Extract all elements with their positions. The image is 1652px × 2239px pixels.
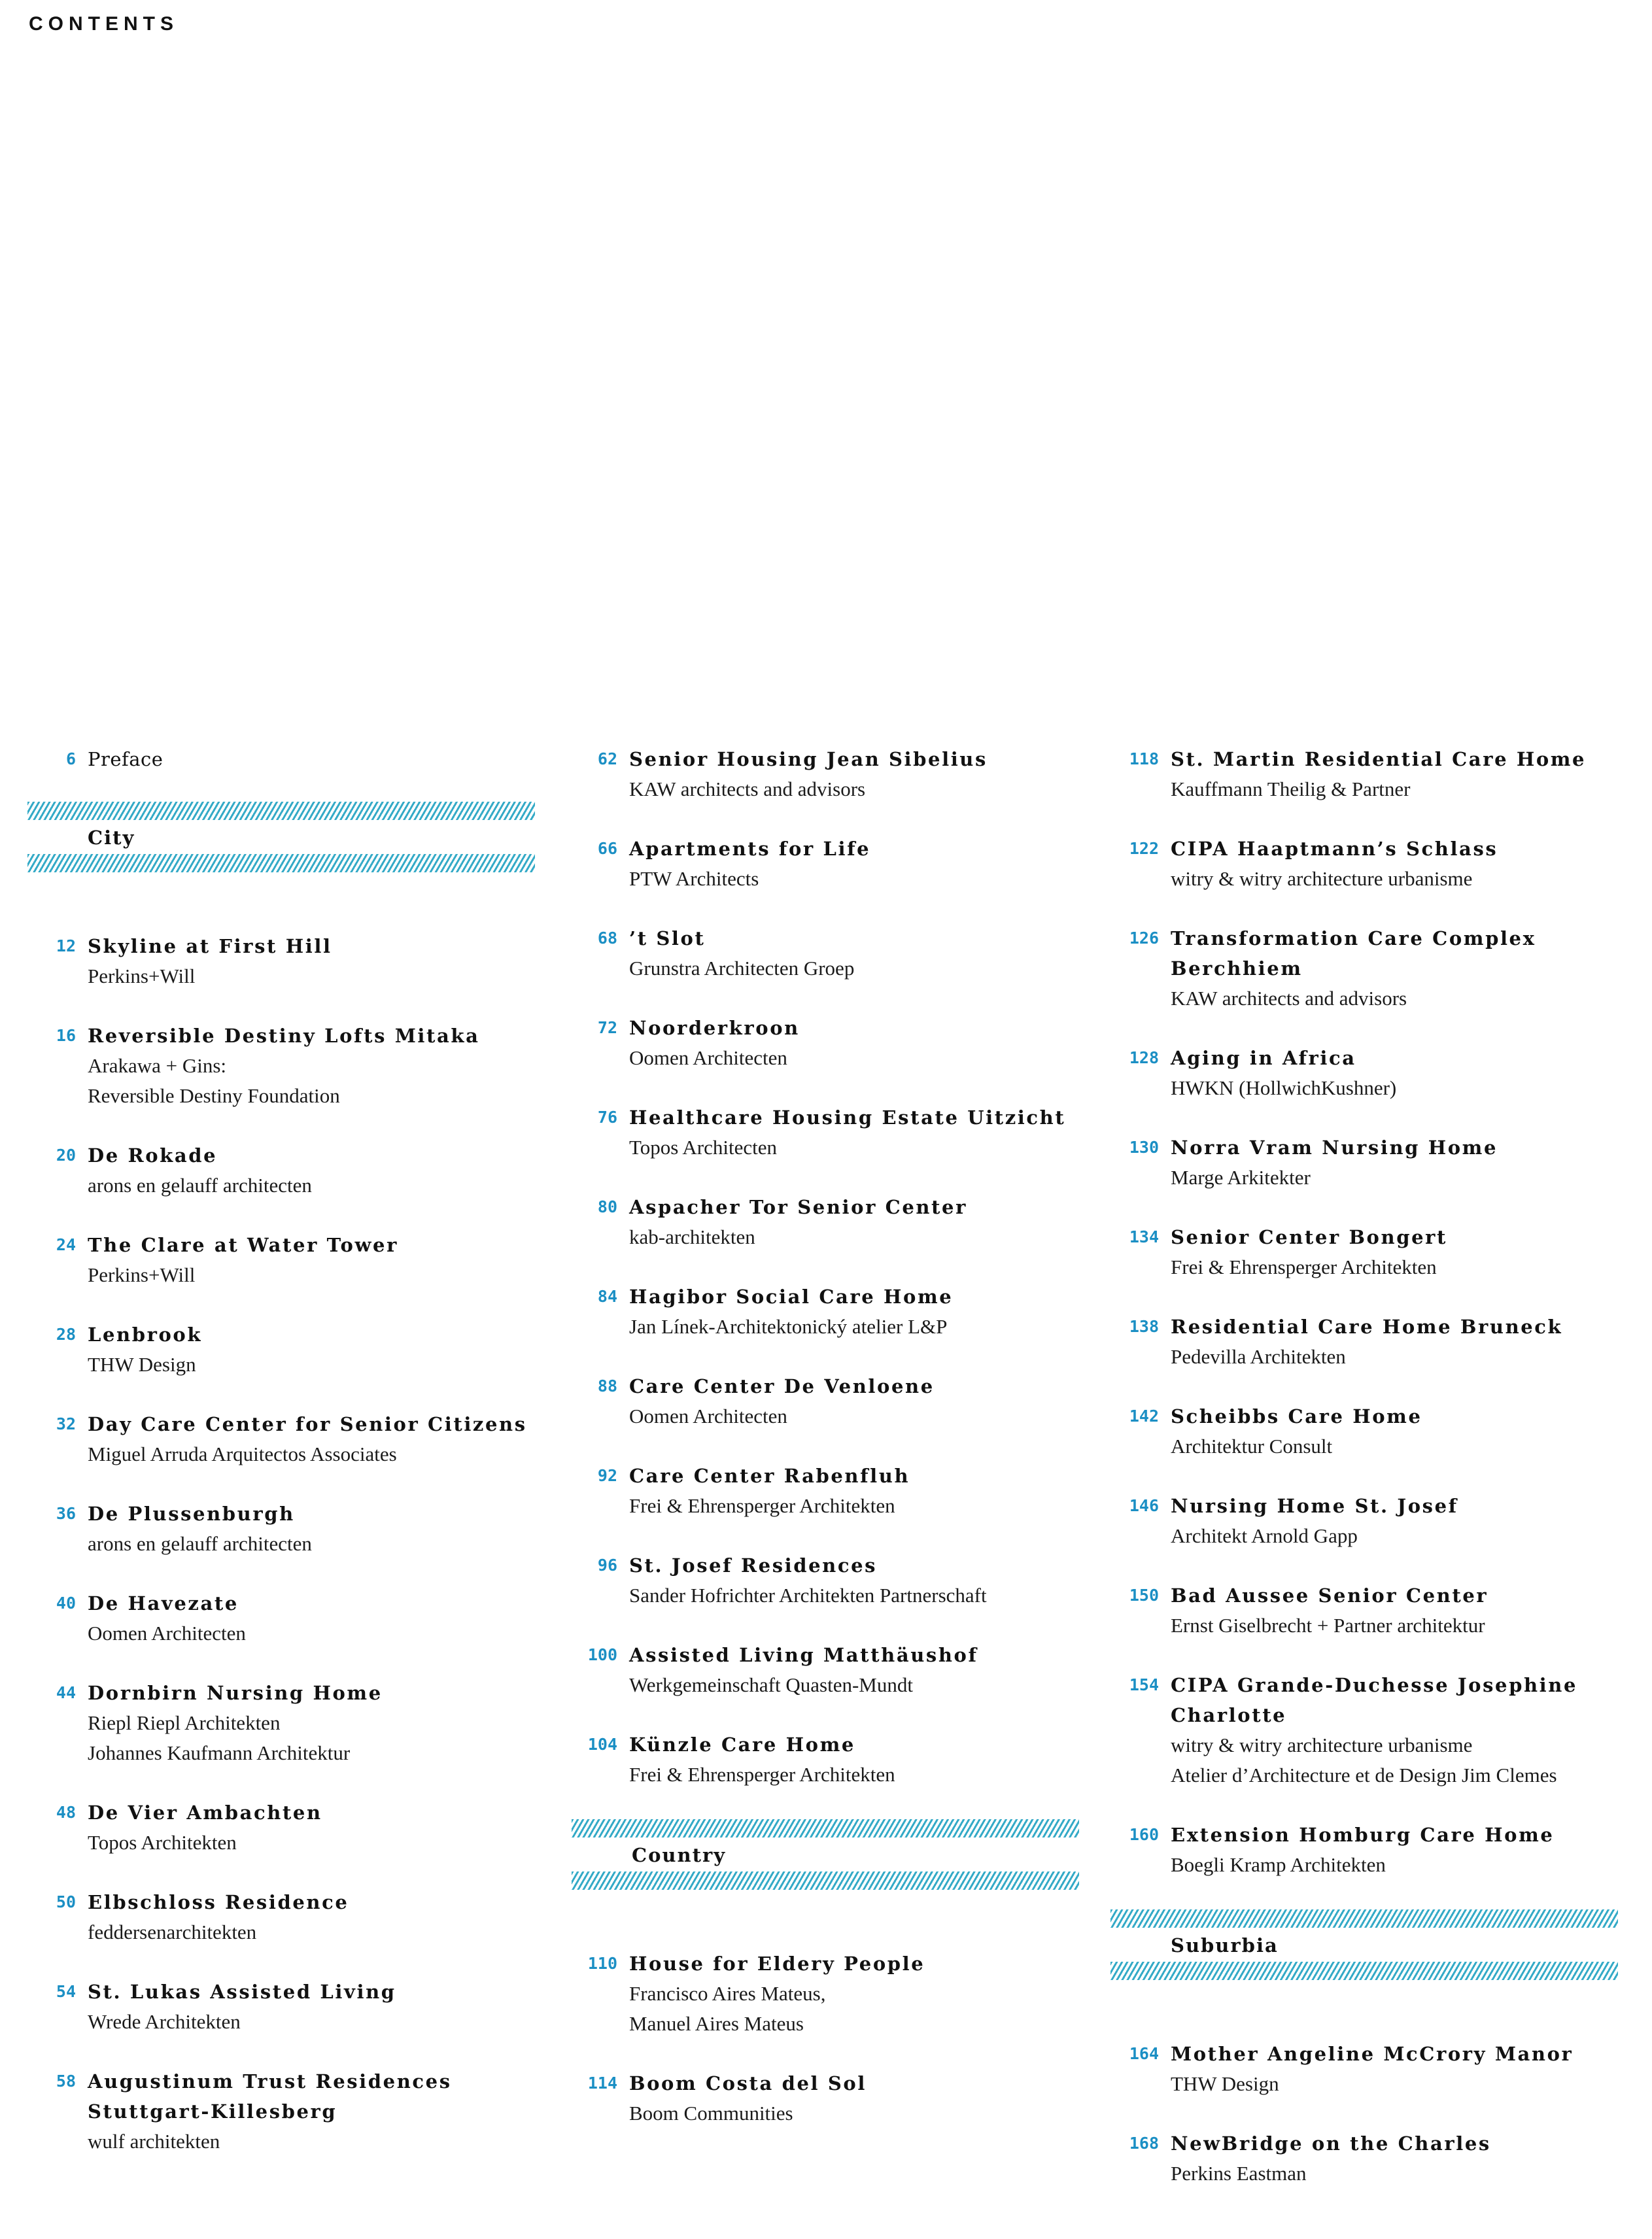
entry-body — [88, 1230, 539, 1290]
toc-entry-elbschloss-residence[interactable] — [29, 1887, 539, 1947]
toc-entry-norra-vram-nursing-home[interactable] — [1112, 1133, 1635, 1193]
toc-entry-lenbrook[interactable] — [29, 1320, 539, 1380]
entry-body — [629, 1730, 1090, 1790]
page-number: 154 — [1129, 1675, 1159, 1694]
entry-architect: Architekt Arnold Gapp — [1171, 1524, 1358, 1547]
page-number: 20 — [56, 1146, 76, 1165]
section-header-city — [27, 802, 535, 872]
entry-body — [1171, 2128, 1635, 2189]
entry-title[interactable]: Residential Care Home Bruneck — [1171, 1316, 1563, 1338]
entry-title[interactable]: House for Eldery People — [629, 1953, 925, 1975]
page-number: 122 — [1129, 839, 1159, 858]
toc-entry-skyline-at-first-hill[interactable] — [29, 931, 539, 991]
entry-body — [88, 1678, 539, 1768]
entry-body — [1171, 2039, 1635, 2099]
entry-architect: Perkins+Will — [88, 965, 196, 987]
entry-title[interactable]: St. Lukas Assisted Living — [88, 1981, 396, 2003]
page-number: 84 — [597, 1287, 617, 1306]
page-number: 114 — [587, 2074, 617, 2093]
page-number: 130 — [1129, 1138, 1159, 1157]
entry-architect: Frei & Ehrensperger Architekten — [1171, 1256, 1437, 1278]
toc-column-1 — [29, 744, 539, 2186]
entry-architect: Marge Arkitekter — [1171, 1166, 1311, 1189]
section-header-suburbia — [1110, 1909, 1618, 1980]
entry-body — [629, 1192, 1090, 1252]
entry-body — [629, 1371, 1090, 1431]
page-number: 12 — [56, 936, 76, 955]
entry-title[interactable]: Extension Homburg Care Home — [1171, 1824, 1555, 1846]
entry-title[interactable]: Skyline at First Hill — [88, 935, 332, 957]
entry-architect: Frei & Ehrensperger Architekten — [629, 1763, 895, 1786]
entry-architect: Boom Communities — [629, 2102, 793, 2125]
page-number: 62 — [597, 749, 617, 768]
entry-title[interactable]: St. Martin Residential Care Home — [1171, 748, 1587, 770]
entry-title[interactable]: ’t Slot — [629, 927, 706, 949]
page-number: 92 — [597, 1466, 617, 1485]
entry-body — [1171, 744, 1635, 804]
entry-architect: witry & witry architecture urbanisme — [1171, 1734, 1473, 1756]
entry-body — [629, 1013, 1090, 1073]
page-number: 80 — [597, 1197, 617, 1216]
page-number: 160 — [1129, 1825, 1159, 1844]
entry-architect: Oomen Architecten — [629, 1046, 787, 1069]
page-number: 128 — [1129, 1048, 1159, 1067]
entry-title[interactable]: Nursing Home St. Josef — [1171, 1495, 1458, 1517]
entry-body — [629, 1640, 1090, 1700]
entry-architect: Atelier d’Architecture et de Design Jim Clemes — [1171, 1764, 1557, 1786]
toc-entry-nursing-home-st-josef[interactable] — [1112, 1491, 1635, 1551]
page-number: 6 — [65, 749, 76, 768]
toc-entry-preface[interactable] — [29, 744, 539, 774]
entry-body — [88, 744, 539, 774]
toc-entry-de-havezate[interactable] — [29, 1588, 539, 1649]
toc-entry-aging-in-africa[interactable] — [1112, 1043, 1635, 1103]
entry-title[interactable]: CIPA Grande-Duchesse Josephine — [1171, 1674, 1578, 1696]
entry-architect: Ernst Giselbrecht + Partner architektur — [1171, 1614, 1485, 1637]
toc-entry-kunzle-care-home[interactable] — [573, 1730, 1090, 1790]
entry-title[interactable]: Apartments for Life — [629, 838, 871, 860]
page-number: 150 — [1129, 1586, 1159, 1605]
entry-architect: Architektur Consult — [1171, 1435, 1333, 1458]
entry-title[interactable]: CIPA Haaptmann’s Schlass — [1171, 838, 1498, 860]
toc-entry-bad-aussee-senior-center[interactable] — [1112, 1581, 1635, 1641]
entry-title[interactable]: Noorderkroon — [629, 1017, 800, 1039]
toc-entry-care-center-rabenfluh[interactable] — [573, 1461, 1090, 1521]
entry-body — [1171, 1222, 1635, 1282]
toc-entry-st-josef-residences[interactable] — [573, 1550, 1090, 1611]
entry-architect: arons en gelauff architecten — [88, 1532, 312, 1555]
entry-body — [629, 834, 1090, 894]
page-number: 16 — [56, 1026, 76, 1045]
page-number: 100 — [587, 1645, 617, 1664]
entry-title[interactable]: Elbschloss Residence — [88, 1891, 349, 1913]
entry-body — [88, 1588, 539, 1649]
section-label: City — [88, 827, 135, 849]
entry-title[interactable]: De Havezate — [88, 1592, 239, 1615]
entry-architect: Sander Hofrichter Architekten Partnerschaft — [629, 1584, 987, 1607]
entry-title[interactable]: Aspacher Tor Senior Center — [629, 1196, 967, 1218]
entry-title-continued[interactable]: Berchhiem — [1171, 957, 1303, 980]
entry-title[interactable]: De Plussenburgh — [88, 1503, 295, 1525]
toc-entry-the-clare-at-water-tower[interactable] — [29, 1230, 539, 1290]
page-number: 138 — [1129, 1317, 1159, 1336]
entry-title[interactable]: Scheibbs Care Home — [1171, 1405, 1422, 1427]
entry-architect: Jan Línek-Architektonický atelier L&P — [629, 1315, 948, 1338]
page-number: 54 — [56, 1982, 76, 2001]
entry-architect: Miguel Arruda Arquitectos Associates — [88, 1443, 397, 1465]
entry-title[interactable]: Preface — [88, 748, 163, 770]
entry-title[interactable]: Hagibor Social Care Home — [629, 1286, 954, 1308]
entry-architect: Manuel Aires Mateus — [629, 2012, 804, 2035]
entry-title[interactable]: Bad Aussee Senior Center — [1171, 1584, 1489, 1607]
entry-architect: Perkins+Will — [88, 1263, 196, 1286]
toc-entry-scheibbs-care-home[interactable] — [1112, 1401, 1635, 1461]
entry-title[interactable]: Healthcare Housing Estate Uitzicht — [629, 1106, 1066, 1129]
section-header-country — [572, 1819, 1079, 1890]
hatched-stripe-bottom — [27, 854, 535, 872]
section-label: Suburbia — [1171, 1934, 1279, 1957]
hatched-stripe-top — [1110, 1909, 1618, 1928]
toc-entry-augustinum-trust-residences[interactable] — [29, 2066, 539, 2157]
entry-body — [629, 1102, 1090, 1163]
toc-column-2 — [573, 744, 1090, 2158]
page-number: 44 — [56, 1683, 76, 1702]
entry-architect: Johannes Kaufmann Architektur — [88, 1741, 351, 1764]
toc-column-3 — [1112, 744, 1635, 2218]
toc-entry-house-for-eldery-people[interactable] — [573, 1949, 1090, 2039]
entry-body — [88, 1140, 539, 1201]
toc-entry-noorderkroon[interactable] — [573, 1013, 1090, 1073]
page-number: 168 — [1129, 2134, 1159, 2153]
page-number: 118 — [1129, 749, 1159, 768]
toc-entry-day-care-center-for-senior-citizens[interactable] — [29, 1409, 539, 1469]
entry-title[interactable]: Reversible Destiny Lofts Mitaka — [88, 1025, 480, 1047]
toc-entry-transformation-care-complex[interactable] — [1112, 923, 1635, 1014]
page-number: 134 — [1129, 1227, 1159, 1246]
page-number: 66 — [597, 839, 617, 858]
entry-title[interactable]: Boom Costa del Sol — [629, 2072, 867, 2094]
entry-title[interactable]: Transformation Care Complex — [1171, 927, 1536, 949]
entry-body — [629, 2068, 1090, 2128]
hatched-stripe-bottom — [572, 1872, 1079, 1890]
entry-architect: wulf architekten — [88, 2130, 220, 2153]
toc-entry-cipa-haaptmann-s-schlass[interactable] — [1112, 834, 1635, 894]
entry-body — [88, 1499, 539, 1559]
entry-body — [1171, 1670, 1635, 1790]
page-number: 32 — [56, 1414, 76, 1433]
toc-entry-senior-housing-jean-sibelius[interactable] — [573, 744, 1090, 804]
entry-title[interactable]: Norra Vram Nursing Home — [1171, 1137, 1498, 1159]
entry-architect: Werkgemeinschaft Quasten-Mundt — [629, 1673, 913, 1696]
page-number: 96 — [597, 1556, 617, 1575]
toc-entry-aspacher-tor-senior-center[interactable] — [573, 1192, 1090, 1252]
toc-entry-cipa-grande-duchesse-josephine[interactable] — [1112, 1670, 1635, 1790]
entry-architect: feddersenarchitekten — [88, 1921, 257, 1943]
entry-architect: Oomen Architecten — [629, 1405, 787, 1427]
entry-body — [1171, 1133, 1635, 1193]
entry-architect: Topos Architekten — [88, 1831, 237, 1854]
entry-body — [1171, 1581, 1635, 1641]
toc-entry-st-martin-residential-care-home[interactable] — [1112, 744, 1635, 804]
entry-body — [1171, 1043, 1635, 1103]
entry-architect: Topos Architecten — [629, 1136, 777, 1159]
entry-architect: HWKN (HollwichKushner) — [1171, 1076, 1397, 1099]
entry-title[interactable]: Mother Angeline McCrory Manor — [1171, 2043, 1574, 2065]
entry-architect: Reversible Destiny Foundation — [88, 1084, 340, 1107]
entry-architect: Riepl Riepl Architekten — [88, 1711, 281, 1734]
entry-architect: witry & witry architecture urbanisme — [1171, 867, 1473, 890]
entry-title[interactable]: De Rokade — [88, 1144, 218, 1167]
toc-entry-care-center-de-venloene[interactable] — [573, 1371, 1090, 1431]
page-number: 110 — [587, 1954, 617, 1973]
entry-title[interactable]: NewBridge on the Charles — [1171, 2132, 1491, 2155]
toc-entry-st-lukas-assisted-living[interactable] — [29, 1977, 539, 2037]
entry-title[interactable]: De Vier Ambachten — [88, 1802, 322, 1824]
toc-entry-senior-center-bongert[interactable] — [1112, 1222, 1635, 1282]
entry-body — [88, 2066, 539, 2157]
entry-architect: Frei & Ehrensperger Architekten — [629, 1494, 895, 1517]
entry-architect: KAW architects and advisors — [1171, 987, 1407, 1010]
entry-architect: Pedevilla Architekten — [1171, 1345, 1346, 1368]
entry-title[interactable]: Senior Housing Jean Sibelius — [629, 748, 988, 770]
hatched-stripe-top — [572, 1819, 1079, 1837]
entry-architect: THW Design — [88, 1353, 196, 1376]
entry-architect: arons en gelauff architecten — [88, 1174, 312, 1197]
entry-body — [1171, 923, 1635, 1014]
entry-body — [1171, 1312, 1635, 1372]
entry-body — [1171, 834, 1635, 894]
toc-entry-t-slot[interactable] — [573, 923, 1090, 983]
entry-architect: Perkins Eastman — [1171, 2162, 1307, 2185]
entry-title-continued[interactable]: Stuttgart-Killesberg — [88, 2100, 337, 2123]
entry-architect: Grunstra Architecten Groep — [629, 957, 855, 980]
page-number: 126 — [1129, 929, 1159, 948]
entry-architect: Boegli Kramp Architekten — [1171, 1853, 1386, 1876]
entry-title[interactable]: Assisted Living Matthäushof — [629, 1644, 978, 1666]
entry-title[interactable]: Dornbirn Nursing Home — [88, 1682, 383, 1704]
page-number: 142 — [1129, 1407, 1159, 1426]
page-number: 24 — [56, 1235, 76, 1254]
entry-body — [88, 1887, 539, 1947]
toc-entry-de-vier-ambachten[interactable] — [29, 1798, 539, 1858]
entry-body — [1171, 1820, 1635, 1880]
entry-architect: Francisco Aires Mateus, — [629, 1982, 826, 2005]
entry-body — [629, 744, 1090, 804]
page-number: 104 — [587, 1735, 617, 1754]
entry-title[interactable]: Care Center De Venloene — [629, 1375, 935, 1397]
entry-architect: Kauffmann Theilig & Partner — [1171, 778, 1411, 800]
page-number: 164 — [1129, 2044, 1159, 2063]
toc-entry-assisted-living-matthaushof[interactable] — [573, 1640, 1090, 1700]
page-number: 48 — [56, 1803, 76, 1822]
entry-architect: PTW Architects — [629, 867, 759, 890]
entry-architect: THW Design — [1171, 2072, 1279, 2095]
entry-title[interactable]: St. Josef Residences — [629, 1554, 878, 1577]
entry-architect: Oomen Architecten — [88, 1622, 246, 1645]
page-number: 72 — [597, 1018, 617, 1037]
entry-architect: KAW architects and advisors — [629, 778, 866, 800]
toc-entry-dornbirn-nursing-home[interactable] — [29, 1678, 539, 1768]
entry-body — [629, 1282, 1090, 1342]
entry-body — [1171, 1401, 1635, 1461]
hatched-stripe-bottom — [1110, 1962, 1618, 1980]
toc-entry-residential-care-home-bruneck[interactable] — [1112, 1312, 1635, 1372]
entry-title[interactable]: Lenbrook — [88, 1324, 203, 1346]
toc-entry-newbridge-on-the-charles[interactable] — [1112, 2128, 1635, 2189]
entry-title[interactable]: Augustinum Trust Residences — [88, 2070, 452, 2093]
page-number: 76 — [597, 1108, 617, 1127]
entry-body — [88, 1798, 539, 1858]
hatched-stripe-top — [27, 802, 535, 820]
toc-entry-de-rokade[interactable] — [29, 1140, 539, 1201]
page-number: 88 — [597, 1376, 617, 1395]
section-label: Country — [632, 1844, 727, 1866]
entry-body — [629, 1550, 1090, 1611]
entry-architect: Wrede Architekten — [88, 2010, 241, 2033]
page-number: 68 — [597, 929, 617, 948]
entry-body — [629, 1949, 1090, 2039]
toc-entry-healthcare-housing-estate-uitzicht[interactable] — [573, 1102, 1090, 1163]
toc-entry-apartments-for-life[interactable] — [573, 834, 1090, 894]
entry-architect: kab-architekten — [629, 1225, 755, 1248]
entry-title[interactable]: Day Care Center for Senior Citizens — [88, 1413, 527, 1435]
entry-body — [629, 923, 1090, 983]
toc-entry-de-plussenburgh[interactable] — [29, 1499, 539, 1559]
entry-body — [629, 1461, 1090, 1521]
page-number: 58 — [56, 2072, 76, 2091]
toc-entry-hagibor-social-care-home[interactable] — [573, 1282, 1090, 1342]
entry-body — [1171, 1491, 1635, 1551]
toc-entry-extension-homburg-care-home[interactable] — [1112, 1820, 1635, 1880]
page-title: CONTENTS — [29, 13, 179, 35]
entry-title[interactable]: Care Center Rabenfluh — [629, 1465, 910, 1487]
entry-body — [88, 931, 539, 991]
toc-entry-reversible-destiny-lofts-mitaka[interactable] — [29, 1021, 539, 1111]
entry-title-continued[interactable]: Charlotte — [1171, 1704, 1287, 1726]
entry-body — [88, 1021, 539, 1111]
toc-entry-mother-angeline-mccrory-manor[interactable] — [1112, 2039, 1635, 2099]
page-number: 28 — [56, 1325, 76, 1344]
entry-body — [88, 1409, 539, 1469]
entry-title[interactable]: The Clare at Water Tower — [88, 1234, 398, 1256]
entry-title[interactable]: Senior Center Bongert — [1171, 1226, 1447, 1248]
entry-body — [88, 1320, 539, 1380]
entry-title[interactable]: Aging in Africa — [1171, 1047, 1356, 1069]
toc-entry-boom-costa-del-sol[interactable] — [573, 2068, 1090, 2128]
page-number: 146 — [1129, 1496, 1159, 1515]
page-number: 50 — [56, 1892, 76, 1911]
entry-title[interactable]: Künzle Care Home — [629, 1734, 855, 1756]
page-number: 36 — [56, 1504, 76, 1523]
page-number: 40 — [56, 1594, 76, 1613]
entry-body — [88, 1977, 539, 2037]
entry-architect: Arakawa + Gins: — [88, 1054, 227, 1077]
